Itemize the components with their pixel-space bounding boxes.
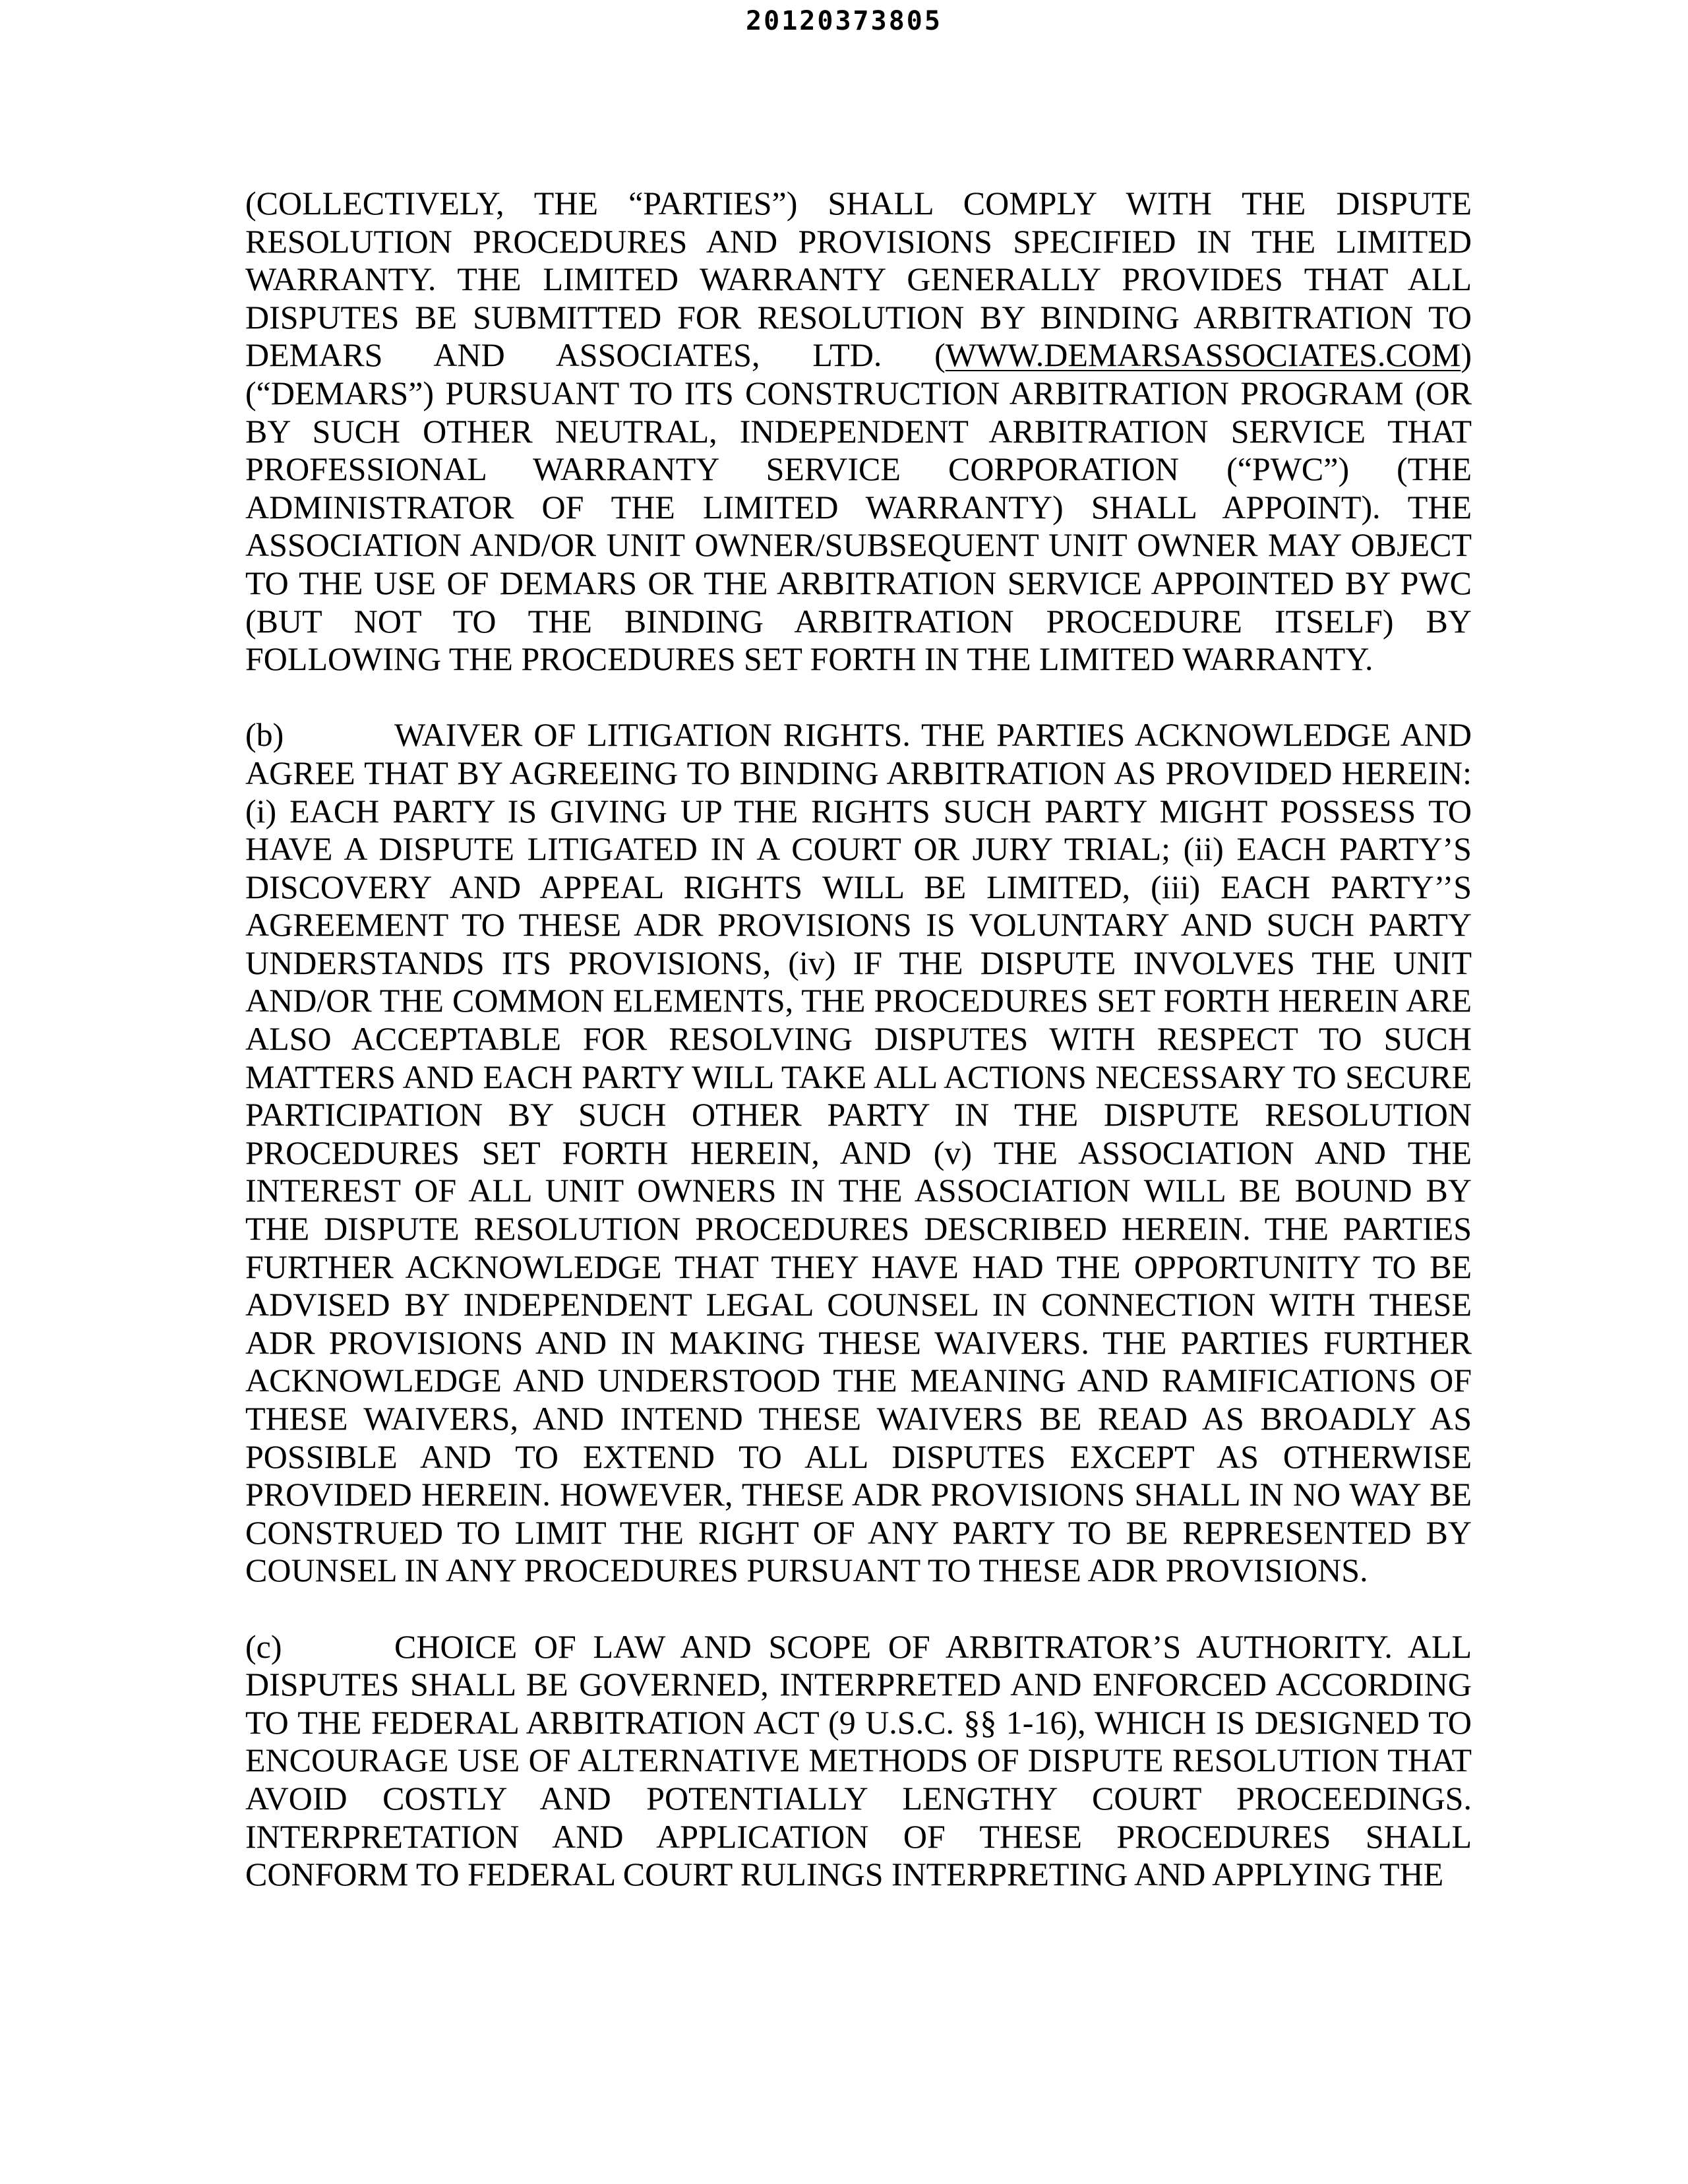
- paragraph-a-text-start: (COLLECTIVELY, THE “PARTIES”) SHALL COMPLY WITH THE DISPUTE RESOLUTION PROCEDURES AND PROVISIONS SPECIFIED IN THE LIMITED WARRANTY. THE LIMITED WARRANTY GENERALLY PROVIDES THAT ALL DISPUTES BE SUBMITTED FOR RESOLUTION BY BINDING ARBITRATION TO DEMARS AND ASSOCIATES, LTD. (: [245, 185, 1472, 374]
- paragraph-c-label: (c): [245, 1627, 282, 1665]
- demars-website-link[interactable]: WWW.DEMARSASSOCIATES.COM: [945, 336, 1461, 374]
- paragraph-c-text: CHOICE OF LAW AND SCOPE OF ARBITRATOR’S AUTHORITY. ALL DISPUTES SHALL BE GOVERNED, INTERPRETED AND ENFORCED ACCORDING TO THE FEDERAL ARBITRATION ACT (9 U.S.C. §§ 1-16), WHICH IS DESIGNED TO ENCOURAGE USE OF ALTERNATIVE METHODS OF DISPUTE RESOLUTION THAT AVOID COSTLY AND POTENTIALLY LENGTHY COURT PROCEEDINGS. INTERPRETATION AND APPLICATION OF THESE PROCEDURES SHALL CONFORM TO FEDERAL COURT RULINGS INTERPRETING AND APPLYING THE: [245, 1627, 1472, 1893]
- document-body: [245, 185, 1472, 1894]
- paragraph-b-text: WAIVER OF LITIGATION RIGHTS. THE PARTIES ACKNOWLEDGE AND AGREE THAT BY AGREEING TO BINDING ARBITRATION AS PROVIDED HEREIN: (i) EACH PARTY IS GIVING UP THE RIGHTS SUCH PARTY MIGHT POSSESS TO HAVE A DISPUTE LITIGATED IN A COURT OR JURY TRIAL; (ii) EACH PARTY’S DISCOVERY AND APPEAL RIGHTS WILL BE LIMITED, (iii) EACH PARTY’’S AGREEMENT TO THESE ADR PROVISIONS IS VOLUNTARY AND SUCH PARTY UNDERSTANDS ITS PROVISIONS, (iv) IF THE DISPUTE INVOLVES THE UNIT AND/OR THE COMMON ELEMENTS, THE PROCEDURES SET FORTH HEREIN ARE ALSO ACCEPTABLE FOR RESOLVING DISPUTES WITH RESPECT TO SUCH MATTERS AND EACH PARTY WILL TAKE ALL ACTIONS NECESSARY TO SECURE PARTICIPATION BY SUCH OTHER PARTY IN THE DISPUTE RESOLUTION PROCEDURES SET FORTH HEREIN, AND (v) THE ASSOCIATION AND THE INTEREST OF ALL UNIT OWNERS IN THE ASSOCIATION WILL BE BOUND BY THE DISPUTE RESOLUTION PROCEDURES DESCRIBED HEREIN. THE PARTIES FURTHER ACKNOWLEDGE THAT THEY HAVE HAD THE OPPORTUNITY TO BE ADVISED BY INDEPENDENT LEGAL COUNSEL IN CONNECTION WITH THESE ADR PROVISIONS AND IN MAKING THESE WAIVERS. THE PARTIES FURTHER ACKNOWLEDGE AND UNDERSTOOD THE MEANING AND RAMIFICATIONS OF THESE WAIVERS, AND INTEND THESE WAIVERS BE READ AS BROADLY AS POSSIBLE AND TO EXTEND TO ALL DISPUTES EXCEPT AS OTHERWISE PROVIDED HEREIN. HOWEVER, THESE ADR PROVISIONS SHALL IN NO WAY BE CONSTRUED TO LIMIT THE RIGHT OF ANY PARTY TO BE REPRESENTED BY COUNSEL IN ANY PROCEDURES PURSUANT TO THESE ADR PROVISIONS.: [245, 716, 1472, 1589]
- paragraph-a: [245, 185, 1472, 679]
- document-number: 20120373805: [746, 6, 942, 36]
- paragraph-a-text-end: ) (“DEMARS”) PURSUANT TO ITS CONSTRUCTION ARBITRATION PROGRAM (OR BY SUCH OTHER NEUTRAL, INDEPENDENT ARBITRATION SERVICE THAT PROFESSIONAL WARRANTY SERVICE CORPORATION (“PWC”) (THE ADMINISTRATOR OF THE LIMITED WARRANTY) SHALL APPOINT). THE ASSOCIATION AND/OR UNIT OWNER/SUBSEQUENT UNIT OWNER MAY OBJECT TO THE USE OF DEMARS OR THE ARBITRATION SERVICE APPOINTED BY PWC (BUT NOT TO THE BINDING ARBITRATION PROCEDURE ITSELF) BY FOLLOWING THE PROCEDURES SET FORTH IN THE LIMITED WARRANTY.: [245, 336, 1472, 678]
- paragraph-b: [245, 716, 1472, 1590]
- paragraph-c: [245, 1628, 1472, 1894]
- paragraph-b-label: (b): [245, 716, 284, 754]
